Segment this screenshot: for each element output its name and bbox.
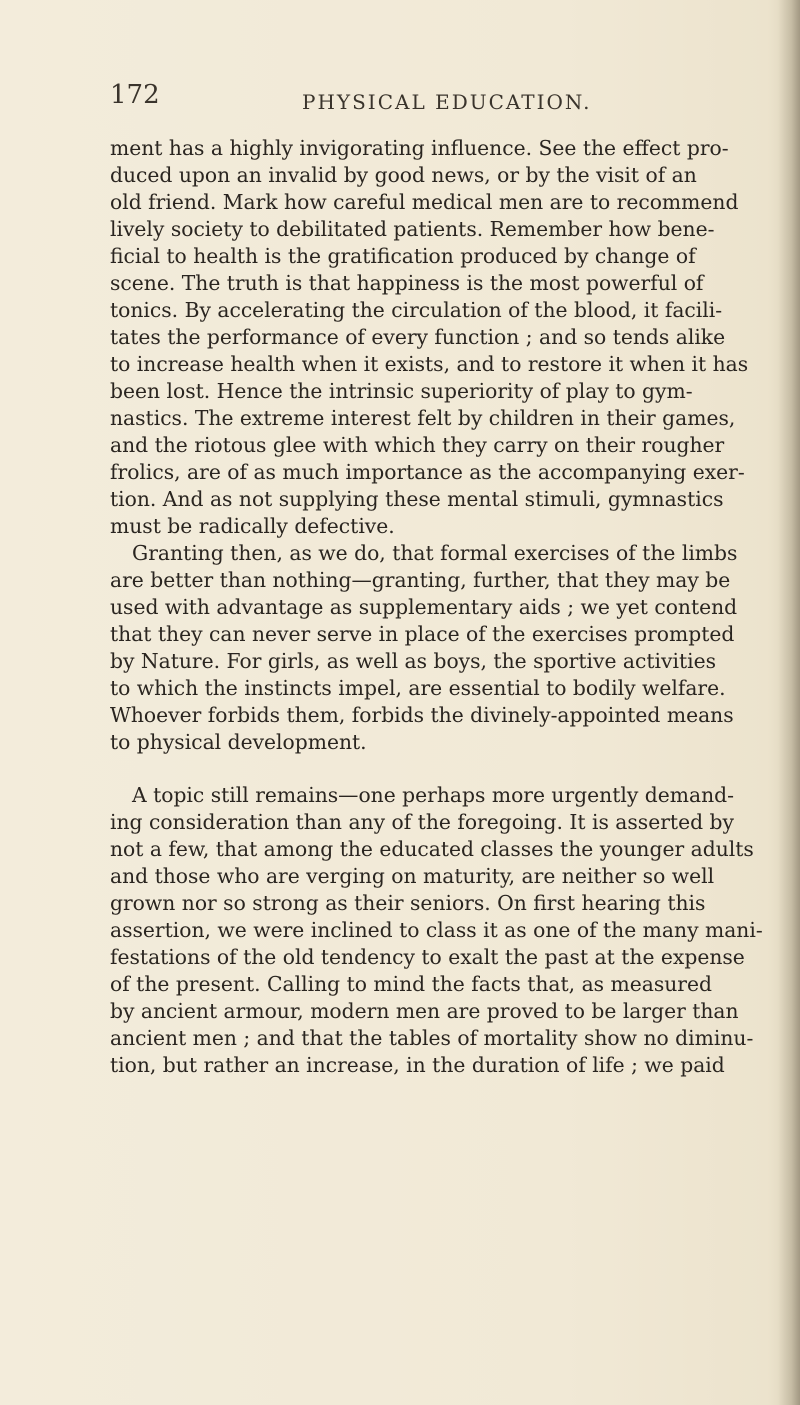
body-text [110,135,763,1079]
text-line: nastics. The extreme interest felt by children in their games, [110,406,736,430]
page-number: 172 [110,80,160,110]
text-line: scene. The truth is that happiness is the most powerful of [110,271,704,295]
text-line: tonics. By accelerating the circulation of the blood, it facili- [110,298,723,322]
text-line: lively society to debilitated patients. Remember how bene- [110,217,715,241]
text-line: old friend. Mark how careful medical men are to recommend [110,190,739,214]
text-line: not a few, that among the educated classes the younger adults [110,837,754,861]
text-line: ing consideration than any of the foregoing. It is asserted by [110,810,734,834]
text-line: to physical development. [110,730,367,754]
text-line: tates the performance of every function ; and so tends alike [110,325,726,349]
text-line: must be radically defective. [110,514,395,538]
text-line: ment has a highly invigorating influence. See the effect pro- [110,136,729,160]
text-line: and those who are verging on maturity, are neither so well [110,864,715,888]
text-line: by Nature. For girls, as well as boys, the sportive activities [110,649,717,673]
text-line: that they can never serve in place of the exercises prompted [110,622,735,646]
text-line: ficial to health is the gratification produced by change of [110,244,696,268]
text-line: to increase health when it exists, and to restore it when it has [110,352,749,376]
text-line: been lost. Hence the intrinsic superiority of play to gym- [110,379,693,403]
text-line: and the riotous glee with which they carry on their rougher [110,433,725,457]
text-line: of the present. Calling to mind the facts that, as measured [110,972,712,996]
text-line: ancient men ; and that the tables of mortality show no diminu- [110,1026,754,1050]
text-line: duced upon an invalid by good news, or by the visit of an [110,163,697,187]
paragraph-2 [110,540,738,756]
text-line: grown nor so strong as their seniors. On first hearing this [110,891,706,915]
text-line: A topic still remains—one perhaps more urgently demand- [132,783,734,807]
paragraph-1 [110,135,749,540]
text-line: frolics, are of as much importance as the accompanying exer- [110,460,745,484]
text-line: Whoever forbids them, forbids the divinely-appointed means [110,703,734,727]
text-line: festations of the old tendency to exalt the past at the expense [110,945,745,969]
page-gutter-shadow [778,0,800,1405]
text-line: assertion, we were inclined to class it as one of the many mani- [110,918,763,942]
running-head: PHYSICAL EDUCATION. [302,90,592,114]
text-line: Granting then, as we do, that formal exercises of the limbs [132,541,738,565]
text-line: by ancient armour, modern men are proved to be larger than [110,999,739,1023]
text-line: are better than nothing—granting, further, that they may be [110,568,731,592]
text-line: tion, but rather an increase, in the duration of life ; we paid [110,1053,725,1077]
text-line: tion. And as not supplying these mental stimuli, gymnastics [110,487,724,511]
paragraph-3 [110,782,763,1079]
text-line: to which the instincts impel, are essential to bodily welfare. [110,676,726,700]
text-line: used with advantage as supplementary aids ; we yet contend [110,595,738,619]
